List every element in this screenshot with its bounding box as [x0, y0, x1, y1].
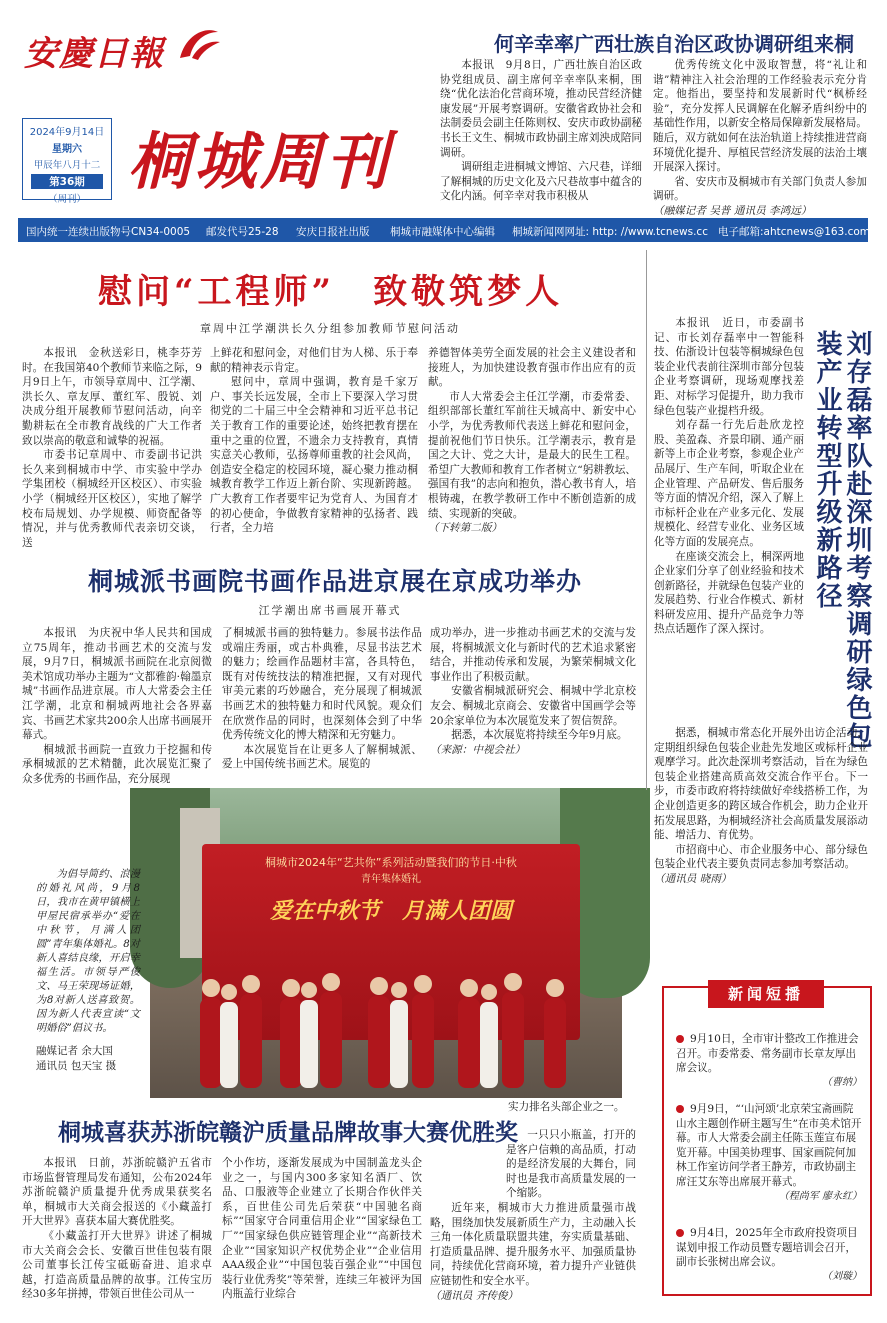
- article3-col2: [222, 1156, 422, 1316]
- paragraph: 本报讯 近日，市委副书记、市长刘存磊率中一智能科技、佑浙设计包装等桐城绿色包装企业代表前往深圳市部分包装企业考察调研，现场观摩找差距、对标学习促提升，助力我市绿色包装产业提档升级。: [654, 317, 804, 417]
- paragraph: 桐城派书画院一直致力于挖掘和传承桐城派的艺术精髓，此次展览汇聚了众多优秀的书画作品，充分展现: [22, 743, 212, 785]
- photo-credit1: 融媒记者 余大国: [36, 1045, 113, 1057]
- caption-text: 为倡导简约、浪漫的婚礼风尚，9月8日，我市在黄甲镇横上甲屋民宿承举办“爱在中秋节，月满人团圆”青年集体婚礼。8对新人喜结良缘，开启幸福生活。市领导严俊文、马王荣现场证婚，为8对新人送喜致贺。因为新人代表宣读“文明婚俗”倡议书。: [36, 869, 140, 1034]
- paragraph: 近年来，桐城市大力推进质量强市战略，围绕加快发展新质生产力，主动融入长三角一体化质量联盟共建，夯实质量基础、打造质量品牌、提升服务水平、加强质量协同，持续优化营商环境，着力提升产业链供应链韧性和安全水平。: [430, 1201, 636, 1287]
- paragraph: 刘存磊一行先后赴欣龙控股、美盈森、齐景印刷、通产丽新等上市企业考察，参观企业产品展厅、生产车间，听取企业在企业管理、产品研发、售后服务等方面的情况介绍，深入了解上市标杆企业在产业多元化、发展规模化、经营专业化、业务区域化等方面的发展亮点。: [654, 419, 804, 548]
- article3-col3: [430, 1128, 636, 1318]
- couples-group-icon: [190, 958, 590, 1098]
- photo-credit2: 通讯员 包天宝 摄: [36, 1059, 117, 1072]
- article2-col1: [22, 626, 212, 786]
- wedding-photo: [150, 788, 622, 1098]
- paragraph: 调研组走进桐城文博馆、六尺巷，详细了解桐城的历史文化及六尺巷故事中蕴含的文化内涵。何辛幸对我市积极从: [440, 161, 642, 203]
- top-story-col1: [440, 58, 642, 208]
- credit: （通讯员 晓雨）: [654, 872, 732, 885]
- paragraph: 据悉，桐城市常态化开展外出访企活动，定期组织绿色包装企业赴先发地区或标杆企业观摩学习。此次赴深圳考察活动，旨在为绿色包装企业搭建高质高效交流合作平台。下一步，市委市政府将持续做好牵线搭桥工作，为企业创造更多的跨区域合作机会，助力企业开拓发展思路，为桐城经济社会高质量发展添动能、增活力、育优势。: [654, 727, 868, 842]
- paragraph: 安徽省桐城派研究会、桐城中学北京校友会、桐城北京商会、安徽省中国画学会等20余家单位为本次展览发来了贺信贺辞。: [430, 685, 636, 727]
- info-bar: [18, 218, 868, 242]
- brief-text: 9月10日，全市审计整改工作推进会召开。市委常委、常务副市长章友厚出席会议。: [676, 1033, 859, 1075]
- article1-title: 慰问“工程师” 致敬筑梦人: [98, 272, 564, 312]
- paragraph: 个小作坊，逐渐发展成为中国制盖龙头企业之一，与国内300多家知名酒厂、饮品、口服液等企业建立了长期合作伙伴关系，百世佳公司先后荣获“中国驰名商标”“国家守合同重信用企业”“国家绿色工厂”“国家绿色供应链管理企业”“高新技术企业”“国家知识产权优势企业”“企业信用AAA级企业”“中国包装百强企业”“中国包装行业优秀奖”等荣誉，连续三年被评为国内瓶盖行业综合: [222, 1157, 422, 1301]
- brief-item: [676, 1102, 862, 1204]
- side-story-bottom: [654, 726, 868, 916]
- brief-item: [676, 1226, 862, 1284]
- article1-col3: [428, 346, 636, 536]
- paragraph: 省、安庆市及桐城市有关部门负责人参加调研。: [653, 175, 867, 203]
- paper-logo: [24, 26, 164, 75]
- news-briefs-box: [662, 986, 872, 1296]
- website: 桐城新闻网网址: http: //www.tcnews.cc: [512, 226, 708, 238]
- backdrop-banner-line2: 青年集体婚礼: [361, 874, 421, 885]
- side-story-top: [654, 316, 804, 726]
- editor: 桐城市融媒体中心编辑: [390, 226, 495, 238]
- paragraph: 本报讯 为庆祝中华人民共和国成立75周年，推动书画艺术的交流与发展，9月7日，桐城派书画院在北京阅微美术馆成功举办主题为“文都雅韵·翰墨京城”书画作品进京展。市人大常委会主任江学潮，北京和桐城两地社会各界嘉宾、书画艺术家共200余人出席书画展开幕式。: [22, 627, 212, 742]
- paragraph: 市人大常委会主任江学潮，市委常委、组织部部长董红军前往天城高中、新安中心小学，为优秀教师代表送上鲜花和慰问金，提前祝他们节日快乐。江学潮表示，教育是国之大计、党之大计，是最大的民生工程。希望广大教师和教育工作者树立“躬耕教坛、强国有我”的志向和抱负，潜心教书育人，培根铸魂，在教学教研工作中不断创造新的成绩、实现新的突破。: [428, 390, 636, 520]
- date-block: [22, 118, 112, 205]
- cn-number: 国内统一连续出版物号CN34-0005: [26, 226, 191, 238]
- issue-type: （周刊）: [47, 194, 86, 205]
- top-story-col2: [653, 58, 867, 217]
- photo-caption: [36, 868, 140, 1072]
- brief-text: 9月9日，“‘山河颂’北京荣宝斋画院山水主题创作研主题写生”在市美术馆开幕。市人大常委会副主任陈玉莲宣布展览开幕。中国美协理事、国家画院何加林工作室访问学者王静芳，市政协副主席汪艾东等出席展开幕式。: [676, 1103, 862, 1188]
- paragraph: 一只只小瓶盖，打开的是客户信赖的高品质，打动的是经济发展的大舞台，同时也是我市高质量发展的一个缩影。: [506, 1129, 636, 1200]
- paragraph: 本次展览旨在让更多人了解桐城派、爱上中国传统书画艺术。展览的: [222, 743, 422, 771]
- paragraph: 慰问中，章周中强调，教育是千家万户、事关长远发展，全市上下要深入学习贯彻党的二十届三中全会精神和习近平总书记关于教育工作的重要论述，始终把教育摆在重中之重的位置，不遗余力支持教育，真情实意关心教师，弘扬尊师重教的社会风尚，创造安全稳定的校园环境，凝心聚力推动桐城教育教学工作迈上新台阶、实现新跨越。广大教育工作者要牢记为党育人、为国育才的初心使命，争做教育家精神的弘扬者、践行者，全力培: [210, 376, 418, 535]
- article2-title: 桐城派书画院书画作品进京展在京成功举办: [88, 567, 583, 596]
- bullet-dot-icon: [676, 1105, 684, 1113]
- bullet-dot-icon: [676, 1229, 684, 1237]
- weekly-title: 桐城周刊: [128, 125, 393, 198]
- article3-title: 桐城喜获苏浙皖赣沪质量品牌故事大赛优胜奖: [58, 1119, 518, 1146]
- article3-col3-top: [508, 1100, 636, 1116]
- masthead: [0, 0, 887, 215]
- article3-col1: [22, 1156, 212, 1316]
- article2-col3: [430, 626, 636, 786]
- side-story-title: 刘存磊率队赴深圳考察调研绿色包装产业转型升级新路径: [812, 330, 872, 750]
- top-story-title: 何辛幸率广西壮族自治区政协调研组来桐: [494, 32, 854, 56]
- brief-text: 9月4日，2025年全市政府投资项目谋划申报工作动员暨专题培训会召开，副市长张树出席会议。: [676, 1227, 858, 1269]
- paragraph: 市委书记章周中、市委副书记洪长久来到桐城市中学、市实验中学办学集团校（桐城经开区校区）、市实验小学（桐城经开区校区），实地了解学校布局规划、办学规模、师资配备等情况，并与优秀教师代表亲切交谈，送: [22, 449, 202, 549]
- paragraph: 市招商中心、市企业服务中心、部分绿色包装企业代表主要负责同志参加考察活动。: [654, 843, 868, 871]
- article2-subtitle: 江学潮出席书画展开幕式: [258, 604, 402, 617]
- paragraph: 本报讯 日前，苏浙皖赣沪五省市市场监督管理局发布通知，公布2024年苏浙皖赣沪质量提升优秀成果获奖名单，桐城市大关商会报送的《小藏盖打开大世界》喜获本届大赛优胜奖。: [22, 1157, 212, 1228]
- briefs-header: 新闻短播: [708, 980, 824, 1008]
- brief-credit: （程尚军 廖永红）: [778, 1190, 862, 1202]
- side-story-divider: [646, 250, 647, 790]
- brief-item: [676, 1032, 862, 1090]
- postal-code: 邮发代号25-28: [206, 226, 279, 238]
- weekday-text: 星期六: [52, 144, 82, 155]
- paragraph: 本报讯 9月8日，广西壮族自治区政协党组成员、副主席何辛幸率队来桐，围绕“优化法治化营商环境，推动民营经济健康发展”开展考察调研。安徽省政协社会和法制委员会副主任陈则权、安庆市政协副秘书长王文生、桐城市政协副主席刘泱成陪同调研。: [440, 59, 642, 159]
- publisher: 安庆日报社出版: [296, 226, 370, 238]
- credit: （通讯员 齐传俊）: [430, 1289, 519, 1302]
- swoosh-logo-icon: [176, 24, 222, 64]
- lunar-text: 甲辰年八月十二: [33, 160, 101, 171]
- issue-badge: 第36期: [31, 174, 103, 189]
- paragraph: 上鲜花和慰问金，对他们甘为人梯、乐于奉献的精神表示肯定。: [210, 347, 418, 374]
- credit: （下转第二版）: [428, 522, 503, 535]
- article2-col2: [222, 626, 422, 786]
- paragraph: 本报讯 金秋送彩日，桃李芬芳时。在我国第40个教师节来临之际，9月9日上午，市领导章周中、江学潮、洪长久、章友厚、董红军、殷锐、刘决成分组开展教师节慰问活动，向辛勤耕耘在全市教育战线的广大工作者致以崇高的敬意和诚挚的祝福。: [22, 347, 202, 447]
- brief-credit: （刘璇）: [822, 1270, 862, 1282]
- bullet-dot-icon: [676, 1035, 684, 1043]
- credit: （融媒记者 吴普 通讯员 李鸿远）: [653, 204, 812, 217]
- email: 电子邮箱:ahtcnews@163.com: [718, 226, 870, 238]
- paragraph: 《小藏盖打开大世界》讲述了桐城市大关商会会长、安徽百世佳包装有限公司董事长江传宝砥砺奋进、追求卓越，打造高质量品牌的故事。江传宝历经30多年拼搏，带领百世佳公司从一: [22, 1229, 212, 1301]
- paragraph: 成功举办，进一步推动书画艺术的交流与发展，将桐城派文化与新时代的艺术追求紧密结合，并推动传承和发展，为繁荣桐城文化事业作出了积极贡献。: [430, 627, 636, 683]
- paragraph: 优秀传统文化中汲取智慧，将“礼让和谐”精神注入社会治理的工作经验表示充分肯定。他指出，要坚持和发展新时代“枫桥经验”，充分发挥人民调解在化解矛盾纠纷中的基础性作用，以新安全格局保障新发展格局。随后，双方就如何在法治轨道上持续推进营商环境优化提升、厚植民营经济发展的法治土壤开展深入探讨。: [653, 59, 867, 174]
- backdrop-slogan: 爱在中秋节 月满人团圆: [269, 898, 512, 924]
- date-text: 2024年9月14日: [29, 127, 105, 138]
- paragraph: 养德智体美劳全面发展的社会主义建设者和接班人，为加快建设教育强市作出应有的贡献。: [428, 347, 636, 389]
- backdrop-banner-line1: 桐城市2024年“艺共你”系列活动暨我们的节日·中秋: [265, 856, 517, 869]
- article1-col1: [22, 346, 202, 549]
- paragraph: 在座谈交流会上，桐深两地企业家们分享了创业经验和技术创新路径，并就绿色包装产业的发展趋势、行业合作模式、新材料研发应用、提升产品竞争力等热点话题作了深入探讨。: [654, 550, 804, 636]
- article1-subtitle: 章周中江学潮洪长久分组参加教师节慰问活动: [200, 322, 460, 335]
- credit: （来源：中视会社）: [430, 743, 526, 756]
- paper-name: 安慶日報: [24, 34, 164, 74]
- article1-col2: [210, 346, 418, 536]
- paragraph: 实力排名头部企业之一。: [508, 1101, 625, 1113]
- paragraph: 据悉，本次展览将持续至今年9月底。: [451, 729, 628, 742]
- brief-credit: （曹纳）: [822, 1076, 862, 1088]
- paragraph: 了桐城派书画的独特魅力。参展书法作品或端庄秀丽，或古朴典雅，尽显书法艺术的魅力；绘画作品题材丰富，各具特色，既有对传统技法的精准把握，又有对现代审美元素的巧妙融合，充分展现了桐城派书画艺术的独特魅力和时代风貌。观众们在欣赏作品的同时，也深刻体会到了中华优秀传统文化的博大精深和无穷魅力。: [222, 627, 422, 742]
